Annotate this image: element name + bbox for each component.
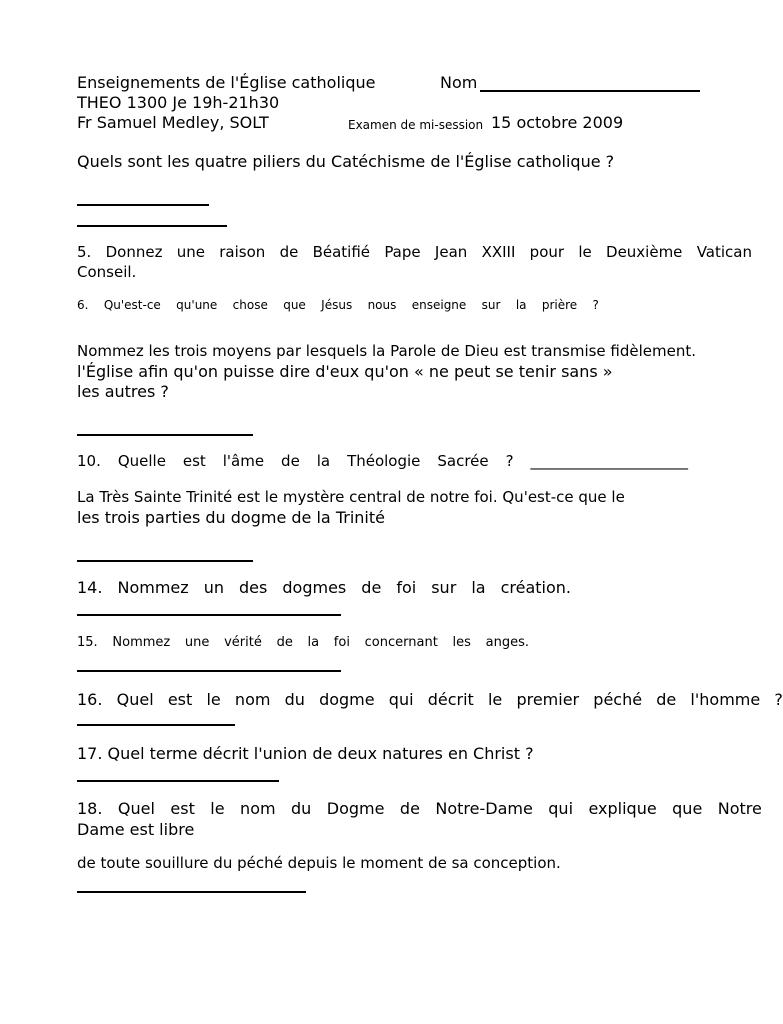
q18-word: Dogme [326,799,385,818]
question-10 [77,454,688,469]
q16-word: premier [516,690,580,709]
answer-line[interactable] [77,204,209,206]
q16-word: est [167,690,193,709]
question-17: 17. Quel terme décrit l'union de deux natures en Christ ? [77,744,534,763]
q16-word: ? [774,690,783,709]
q16-word: de [656,690,677,709]
q6-word: nous [367,298,397,312]
q14-word: foi [396,578,417,597]
q6-word: chose [232,298,268,312]
q18-word: Notre-Dame [435,799,533,818]
q18-word: que [672,799,703,818]
q14-word: la [471,578,486,597]
q18-word: est [170,799,195,818]
name-label: Nom [440,73,478,92]
q5-word: Pape [384,243,421,261]
q16-word: nom [234,690,271,709]
q5-word: Deuxième [606,243,683,261]
question-5-line2: Conseil. [77,263,137,281]
q18-word: du [291,799,312,818]
q10-word: 10. [77,452,101,470]
q6-word: sur [481,298,501,312]
q14-word: 14. [77,578,103,597]
q5-word: Jean [434,243,468,261]
q10-answer-blank: _____________________ [530,452,688,470]
q5-word: de [279,243,299,261]
q10-word: l'âme [222,452,265,470]
q5-word: Vatican [696,243,752,261]
answer-line[interactable] [77,614,341,616]
question-14 [77,580,571,596]
exam-label: Examen de mi-session [348,118,484,132]
q16-word: qui [388,690,414,709]
q15-word: les [452,635,471,650]
q14-word: des [239,578,268,597]
q15-word: la [307,635,320,650]
q6-word: Qu'est-ce [103,298,161,312]
q10-word: Théologie [347,452,421,470]
q16-word: du [284,690,305,709]
exam-date: 15 octobre 2009 [491,113,624,132]
q15-word: foi [333,635,350,650]
question-word-of-god-line3: les autres ? [77,382,169,401]
q5-word: le [578,243,592,261]
answer-line[interactable] [77,670,341,672]
q18-word: qui [548,799,574,818]
q6-word: enseigne [411,298,467,312]
q18-word: explique [588,799,657,818]
q6-word: ? [592,298,599,312]
q16-word: dogme [319,690,375,709]
answer-line[interactable] [77,891,306,893]
q18-word: nom [240,799,276,818]
q18-word: le [210,799,225,818]
q18-word: Quel [117,799,155,818]
q10-word: est [182,452,206,470]
q16-word: péché [593,690,643,709]
answer-line[interactable] [77,434,253,436]
q18-word: de [399,799,420,818]
q6-word: prière [541,298,578,312]
q15-word: vérité [224,635,262,650]
q5-word: Donnez [105,243,163,261]
q18-word: Notre [717,799,762,818]
question-pillars: Quels sont les quatre piliers du Catéchisme de l'Église catholique ? [77,152,615,171]
q16-word: Quel [116,690,154,709]
q14-word: sur [431,578,457,597]
answer-line[interactable] [77,560,253,562]
q16-word: l'homme [690,690,761,709]
answer-line[interactable] [77,225,227,227]
q10-word: la [316,452,331,470]
name-answer-line[interactable] [480,90,700,92]
answer-line[interactable] [77,724,235,726]
q16-word: le [206,690,221,709]
q14-word: dogmes [282,578,347,597]
q6-word: que [283,298,306,312]
question-word-of-god-line1: Nommez les trois moyens par lesquels la Parole de Dieu est transmise fidèlement. [77,342,697,360]
q14-word: Nommez [117,578,189,597]
q15-word: Nommez [112,635,171,650]
answer-line[interactable] [77,780,279,782]
q16-word: 16. [77,690,103,709]
q5-word: Béatifié [312,243,371,261]
q15-word: une [184,635,210,650]
q6-word: qu'une [176,298,218,312]
q10-word: Quelle [117,452,166,470]
q5-word: pour [529,243,565,261]
question-5 [77,245,752,260]
q10-word: de [281,452,300,470]
q16-word: décrit [427,690,474,709]
question-6 [77,299,599,311]
question-16 [77,692,783,708]
question-word-of-god-line2: l'Église afin qu'on puisse dire d'eux qu'on « ne peut se tenir sans » [77,362,613,381]
q6-word: 6. [77,298,89,312]
q16-word: le [487,690,503,709]
q15-word: concernant [364,635,438,650]
q5-word: une [176,243,205,261]
question-15 [77,636,529,649]
question-trinity-line2: les trois parties du dogme de la Trinité [77,508,385,527]
q15-word: 15. [77,635,98,650]
q15-word: anges. [485,635,529,650]
instructor: Fr Samuel Medley, SOLT [77,113,269,132]
q5-word: 5. [77,243,92,261]
q10-word: ? [505,452,514,470]
q6-word: Jésus [321,298,353,312]
course-title: Enseignements de l'Église catholique [77,73,376,92]
q5-word: XXIII [481,243,516,261]
q5-word: raison [219,243,266,261]
question-18-line2: Dame est libre [77,820,195,839]
q10-word: Sacrée [437,452,489,470]
q14-word: un [203,578,224,597]
q15-word: de [276,635,293,650]
q6-word: la [515,298,527,312]
q14-word: création. [500,578,571,597]
question-18 [77,801,762,817]
q14-word: de [361,578,382,597]
q18-word: 18. [77,799,103,818]
course-code: THEO 1300 Je 19h-21h30 [77,93,280,112]
question-18-line3: de toute souillure du péché depuis le moment de sa conception. [77,854,561,872]
question-trinity-line1: La Très Sainte Trinité est le mystère central de notre foi. Qu'est-ce que le [77,488,625,506]
